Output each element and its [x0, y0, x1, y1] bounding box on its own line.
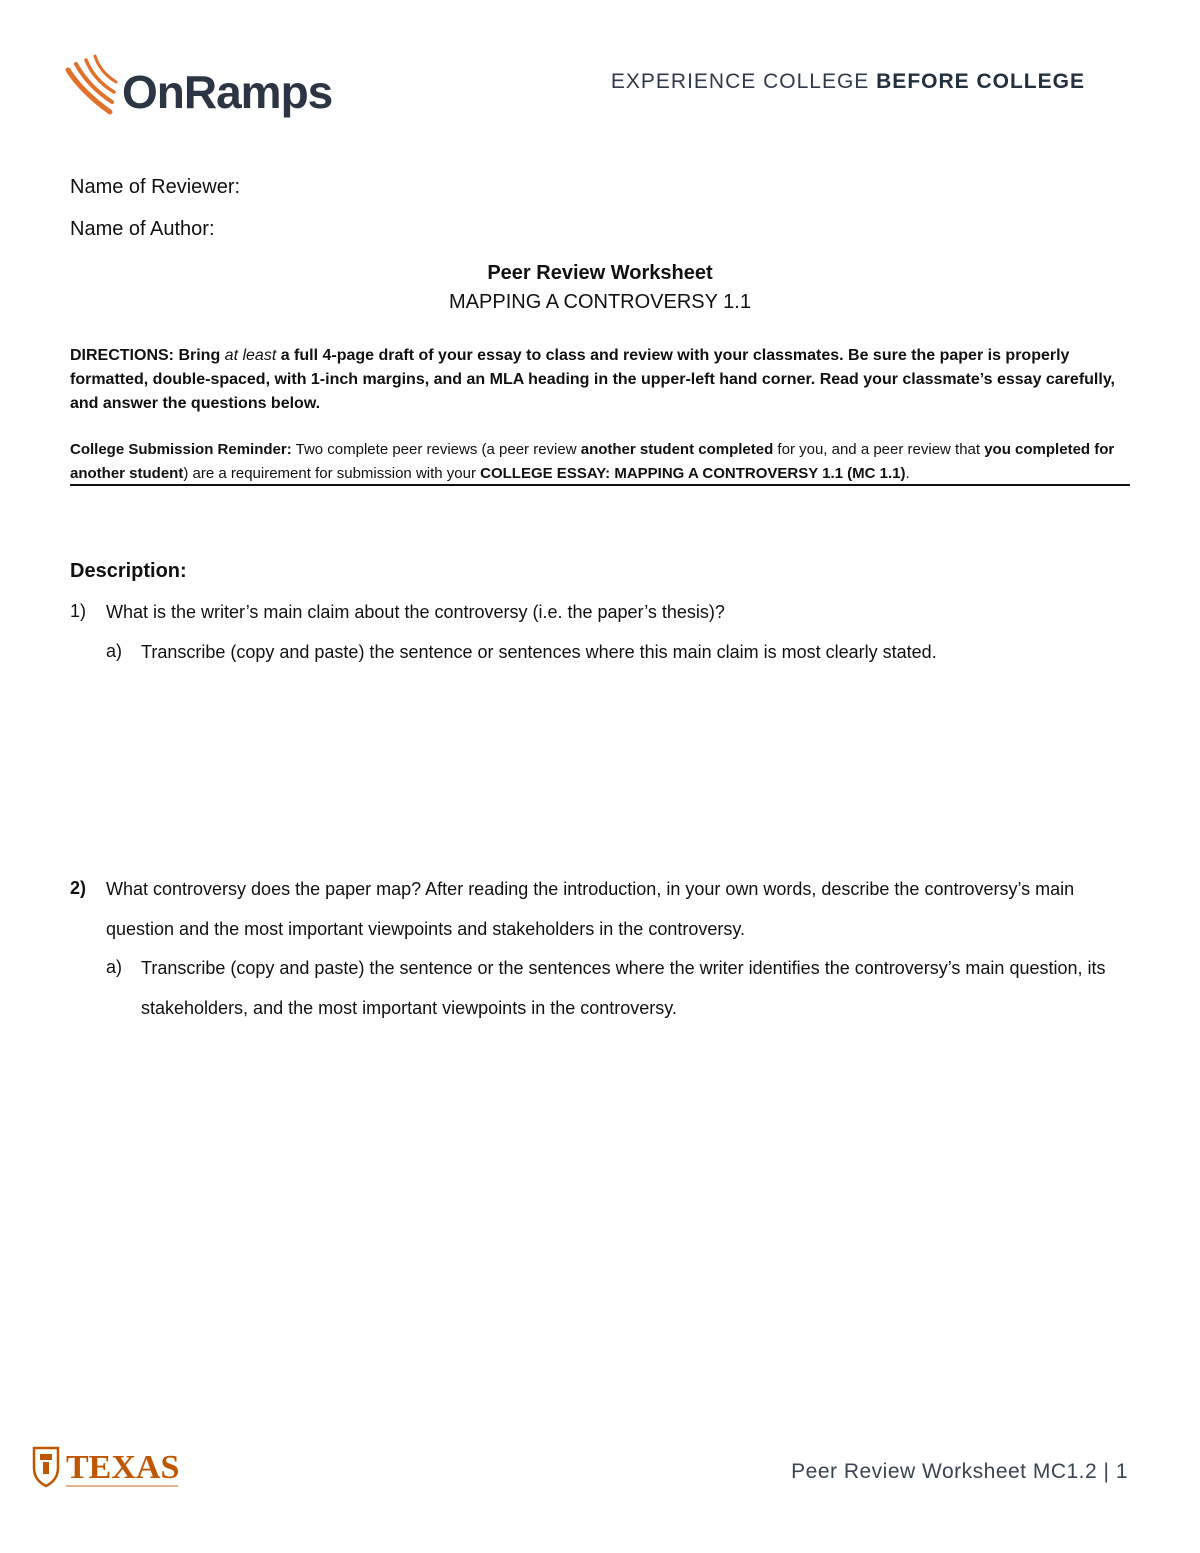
- directions-paragraph: DIRECTIONS: Bring at least a full 4-page draft of your essay to class and review with your classmates. Be sure the paper is properly formatted, double-spaced, with 1-inch margins, and an MLA heading in the upper-left hand corner. Read your classmate’s essay carefully, and answer the questions below.: [70, 347, 1115, 412]
- question-1-number: 1): [70, 601, 87, 621]
- reviewer-name-label: Name of Reviewer:: [70, 176, 241, 198]
- question-1a-text: Transcribe (copy and paste) the sentence or sentences where this main claim is most clearly stated.: [141, 642, 937, 662]
- divider-rule: [70, 484, 1130, 486]
- question-2a-number: a): [106, 957, 123, 977]
- worksheet-subtitle: MAPPING A CONTROVERSY 1.1: [449, 291, 751, 313]
- onramps-logo: [64, 52, 364, 124]
- page-footer-label: Peer Review Worksheet MC1.2 | 1: [791, 1460, 1128, 1483]
- question-2-text: What controversy does the paper map? After reading the introduction, in your own words, describe the controversy’s main question and the most important viewpoints and stakeholders in the controversy.: [106, 879, 1075, 939]
- question-1-text: What is the writer’s main claim about the controversy (i.e. the paper’s thesis)?: [106, 602, 725, 622]
- question-2a-text: Transcribe (copy and paste) the sentence or the sentences where the writer identifies the controversy’s main question, its stakeholders, and the most important viewpoints in the controversy.: [141, 958, 1106, 1018]
- author-name-label: Name of Author:: [70, 218, 215, 240]
- onramps-logo-text: OnRamps: [122, 66, 333, 118]
- worksheet-title: Peer Review Worksheet: [487, 262, 713, 284]
- submission-reminder: College Submission Reminder: Two complete peer reviews (a peer review another student completed for you, and a peer review that you completed for another student) are a requirement for submission with your COLLEGE ESSAY: MAPPING A CONTROVERSY 1.1 (MC 1.1).: [70, 441, 1115, 482]
- header-tagline: EXPERIENCE COLLEGE BEFORE COLLEGE: [610, 70, 1085, 93]
- question-1a-number: a): [106, 641, 123, 661]
- description-heading: Description:: [70, 560, 187, 582]
- texas-shield-icon: [34, 1448, 58, 1486]
- texas-logo-text: TEXAS: [66, 1449, 180, 1486]
- texas-logo: [30, 1440, 190, 1494]
- question-2-number: 2): [70, 878, 87, 898]
